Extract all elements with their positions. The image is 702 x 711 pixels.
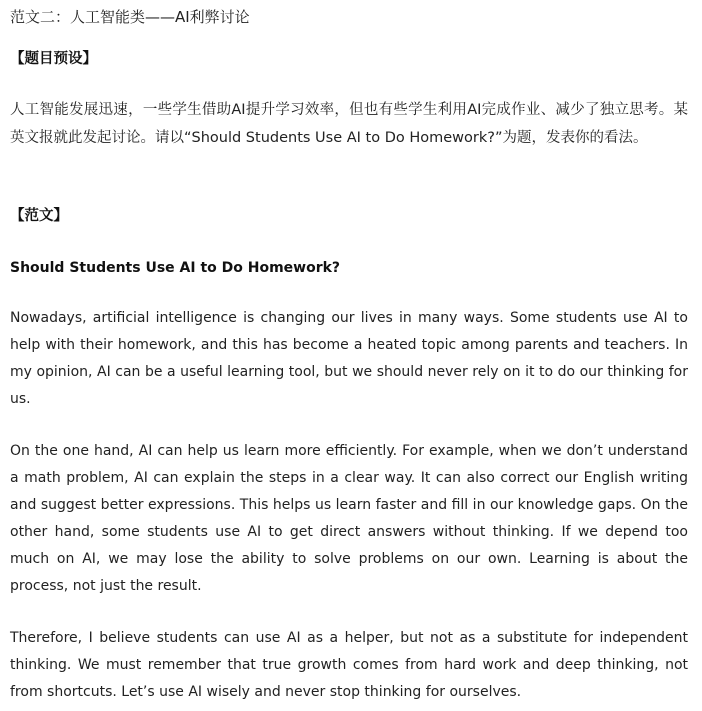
prompt-text: 人工智能发展迅速，一些学生借助AI提升学习效率，但也有些学生利用AI完成作业、减少了独立思考。某英文报就此发起讨论。请以“Should Students Use AI to Do Homework?”为题，发表你的看法。 [10,102,688,146]
prompt-section-label: 【题目预设】 [10,51,97,67]
document-heading: 范文二：人工智能类——AI利弊讨论 [10,8,250,26]
essay-paragraph-2: On the one hand, AI can help us learn more efficiently. For example, when we don’t understand a math problem, AI can explain the steps in a clear way. It can also correct our English writing and suggest better expressions. This helps us learn faster and fill in our knowledge gaps. On the other hand, some students use AI to get direct answers without thinking. If we depend too much on AI, we may lose the ability to solve problems on our own. Learning is about the process, not just the result. [10,443,688,594]
essay-title: Should Students Use AI to Do Homework? [10,260,341,276]
essay-section-label: 【范文】 [10,208,68,224]
essay-paragraph-3: Therefore, I believe students can use AI as a helper, but not as a substitute for independent thinking. We must remember that true growth comes from hard work and deep thinking, not from shortcuts. Let’s use AI wisely and never stop thinking for ourselves. [10,630,688,700]
essay-paragraph-1: Nowadays, artificial intelligence is changing our lives in many ways. Some students use AI to help with their homework, and this has become a heated topic among parents and teachers. In my opinion, AI can be a useful learning tool, but we should never rely on it to do our thinking for us. [10,310,688,407]
